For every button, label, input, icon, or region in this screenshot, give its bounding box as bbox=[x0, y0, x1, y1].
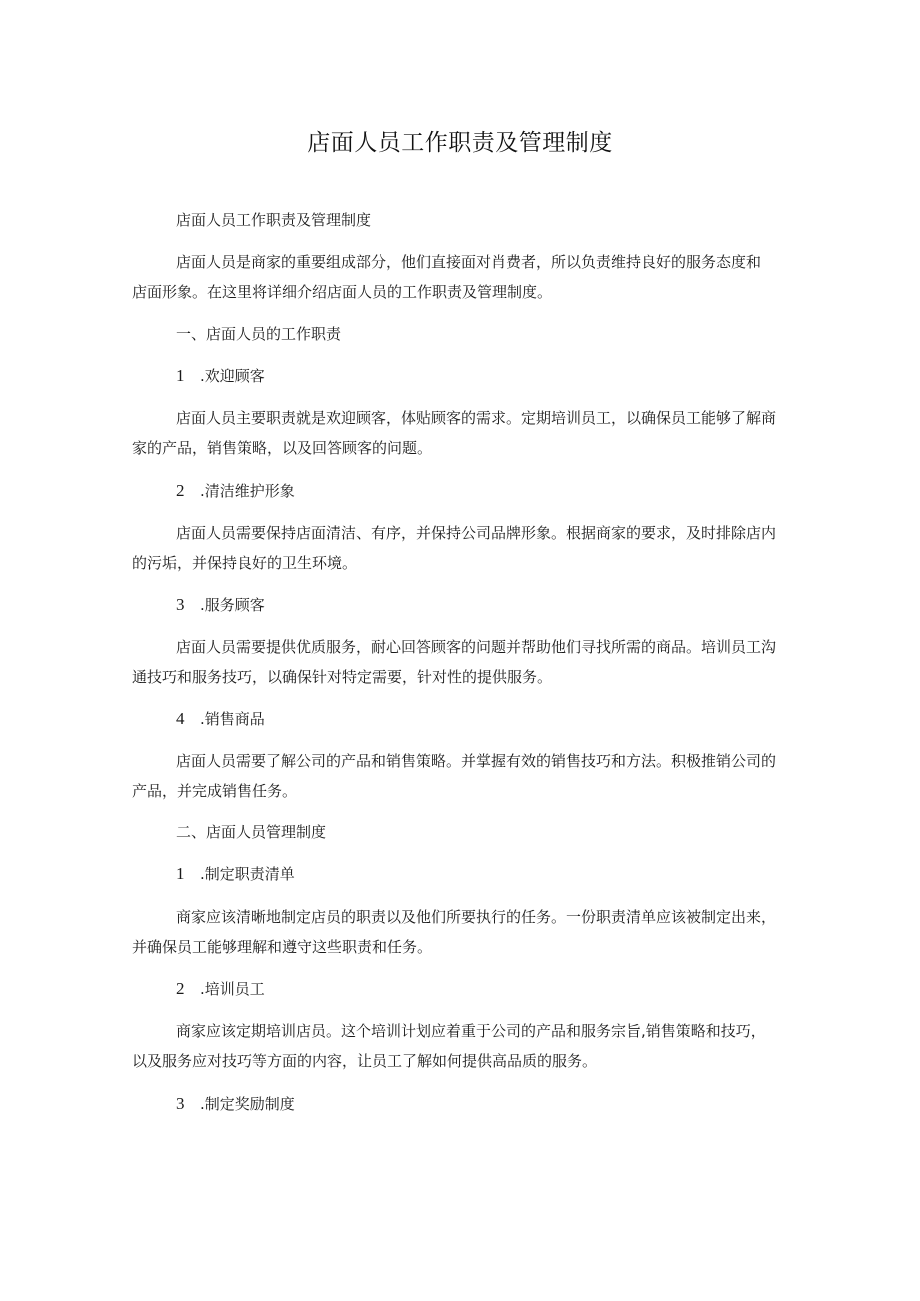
s1-item1-label: .欢迎顾客 bbox=[200, 367, 265, 385]
s2-item1-line-2: 并确保员工能够理解和遵守这些职责和任务。 bbox=[132, 938, 433, 956]
s1-item4-number: 4 bbox=[176, 709, 185, 728]
s1-item2-number: 2 bbox=[176, 481, 185, 500]
s1-item1-line-2: 家的产品，销售策略，以及回答顾客的问题。 bbox=[132, 439, 433, 457]
section2-heading-text: 二、店面人员管理制度 bbox=[176, 823, 327, 841]
s2-item2-line-1: 商家应该定期培训店员。这个培训计划应着重于公司的产品和服务宗旨,销售策略和技巧， bbox=[176, 1022, 766, 1040]
s1-item1-heading bbox=[132, 361, 794, 391]
intro-line-1: 店面人员是商家的重要组成部分，他们直接面对肖费者，所以负责维持良好的服务态度和 bbox=[176, 253, 762, 271]
s1-item2-paragraph bbox=[132, 518, 794, 578]
s2-item2-line-2: 以及服务应对技巧等方面的内容，让员工了解如何提供高品质的服务。 bbox=[132, 1052, 598, 1070]
section1-heading-text: 一、店面人员的工作职责 bbox=[176, 325, 342, 343]
s1-item4-label: .销售商品 bbox=[200, 710, 265, 728]
intro-line-2: 店面形象。在这里将详细介绍店面人员的工作职责及管理制度。 bbox=[132, 283, 553, 301]
s1-item3-label: .服务顾客 bbox=[200, 596, 265, 614]
s1-item4-paragraph bbox=[132, 746, 794, 806]
s1-item3-number: 3 bbox=[176, 595, 185, 614]
s1-item3-paragraph bbox=[132, 632, 794, 692]
s1-item4-heading bbox=[132, 704, 794, 734]
s1-item3-heading bbox=[132, 590, 794, 620]
s2-item2-label: .培训员工 bbox=[200, 980, 265, 998]
s2-item1-heading bbox=[132, 859, 794, 889]
s1-item4-line-2: 产品，并完成销售任务。 bbox=[132, 782, 298, 800]
s1-item2-line-1: 店面人员需要保持店面清洁、有序，并保持公司品牌形象。根据商家的要求，及时排除店内 bbox=[176, 524, 777, 542]
s2-item1-number: 1 bbox=[176, 864, 185, 883]
s2-item3-heading bbox=[132, 1089, 794, 1119]
s1-item2-heading bbox=[132, 476, 794, 506]
s2-item2-number: 2 bbox=[176, 979, 185, 998]
section1-heading bbox=[132, 319, 794, 349]
s1-item3-line-2: 通技巧和服务技巧，以确保针对特定需要，针对性的提供服务。 bbox=[132, 668, 553, 686]
subtitle bbox=[132, 205, 794, 235]
s2-item3-label: .制定奖励制度 bbox=[200, 1095, 295, 1113]
s1-item3-line-1: 店面人员需要提供优质服务，耐心回答顾客的问题并帮助他们寻找所需的商品。培训员工沟 bbox=[176, 638, 777, 656]
s1-item2-line-2: 的污垢，并保持良好的卫生环境。 bbox=[132, 554, 358, 572]
s1-item4-line-1: 店面人员需要了解公司的产品和销售策略。并掌握有效的销售技巧和方法。积极推销公司的 bbox=[176, 752, 777, 770]
s2-item2-heading bbox=[132, 974, 794, 1004]
intro-paragraph bbox=[132, 247, 794, 307]
s2-item1-line-1: 商家应该清晰地制定店员的职责以及他们所要执行的任务。一份职责清单应该被制定出来， bbox=[176, 908, 777, 926]
document-title: 店面人员工作职责及管理制度 bbox=[307, 130, 613, 156]
s1-item1-number: 1 bbox=[176, 366, 185, 385]
subtitle-text: 店面人员工作职责及管理制度 bbox=[176, 211, 372, 229]
s2-item1-paragraph bbox=[132, 902, 794, 962]
s2-item2-paragraph bbox=[132, 1016, 794, 1076]
s2-item3-number: 3 bbox=[176, 1094, 185, 1113]
s1-item2-label: .清洁维护形象 bbox=[200, 482, 295, 500]
section2-heading bbox=[132, 817, 794, 847]
s1-item1-line-1: 店面人员主要职责就是欢迎顾客，体贴顾客的需求。定期培训员工，以确保员工能够了解商 bbox=[176, 409, 777, 427]
s1-item1-paragraph bbox=[132, 403, 794, 463]
s2-item1-label: .制定职责清单 bbox=[200, 865, 295, 883]
